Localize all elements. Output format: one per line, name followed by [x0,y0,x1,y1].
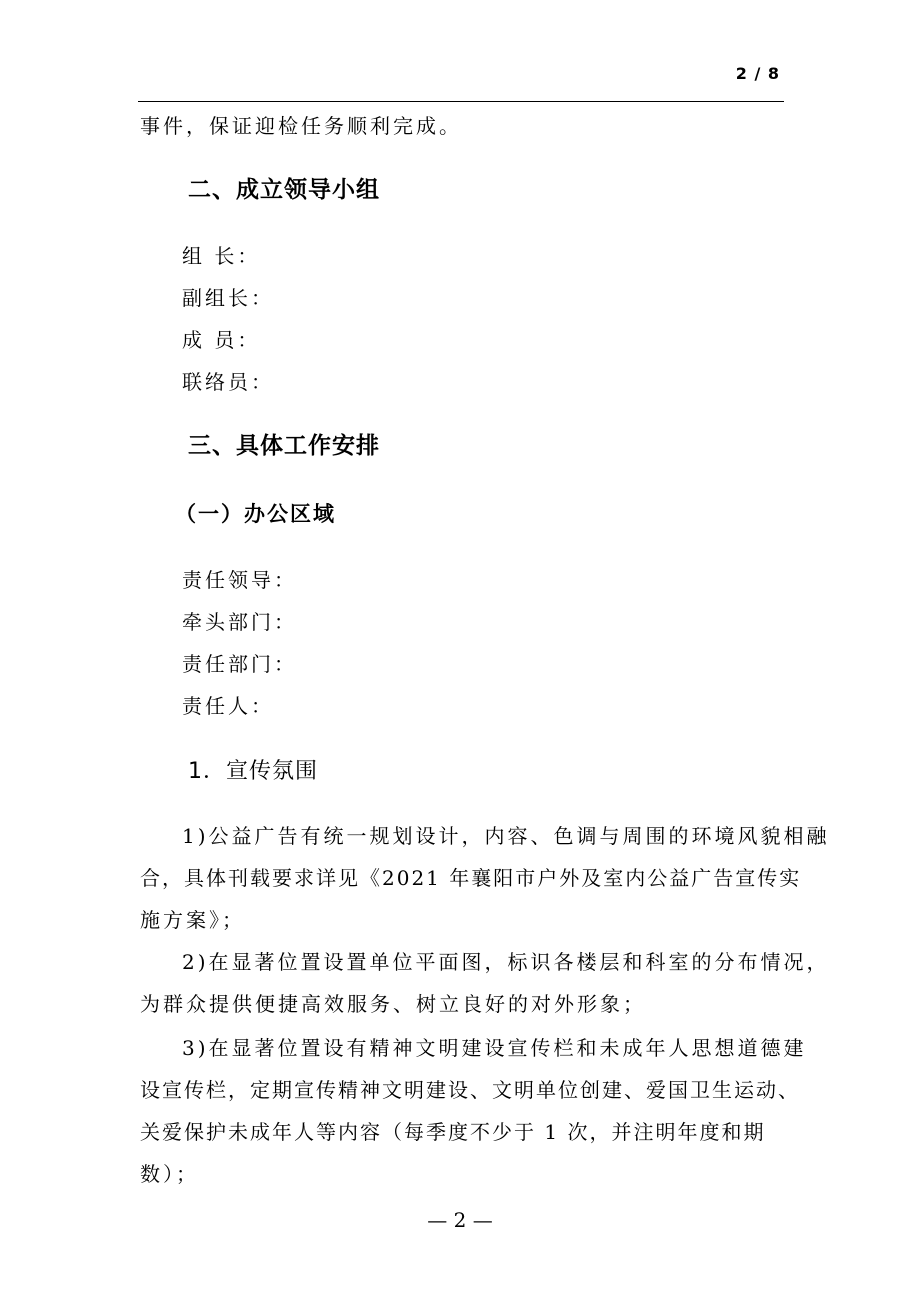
paragraph-line: 数）； [140,1162,199,1186]
page-indicator: 2 / 8 [735,64,780,83]
deputy-label: 副组长： [182,286,274,310]
paragraph-line: 2)在显著位置设置单位平面图，标识各楼层和科室的分布情况， [182,950,830,974]
paragraph-line: 3)在显著位置设有精神文明建设宣传栏和未成年人思想道德建 [182,1036,807,1060]
paragraph-line: 施方案》； [140,908,245,932]
resp-dept-label: 责任部门： [182,652,297,676]
leader-label: 组 长： [182,244,261,268]
paragraph-line: 设宣传栏，定期宣传精神文明建设、文明单位创建、爱国卫生运动、 [140,1078,800,1102]
liaison-label: 联络员： [182,370,274,394]
paragraph-line: 合，具体刊载要求详见《2021 年襄阳市户外及室内公益广告宣传实 [140,866,802,890]
members-label: 成 员： [182,328,261,352]
continuation-text: 事件，保证迎检任务顺利完成。 [140,114,462,138]
paragraph-line: 1)公益广告有统一规划设计，内容、色调与周围的环境风貌相融 [182,824,830,848]
lead-dept-label: 牵头部门： [182,610,297,634]
section3-heading: 三、具体工作安排 [188,433,380,459]
subsection1-heading: （一）办公区域 [175,502,336,526]
paragraph-line: 关爱保护未成年人等内容（每季度不少于 1 次，并注明年度和期 [140,1120,766,1144]
resp-leader-label: 责任领导： [182,568,297,592]
page-number-footer: — 2 — [427,1208,493,1232]
resp-person-label: 责任人： [182,694,274,718]
paragraph-line: 为群众提供便捷高效服务、树立良好的对外形象； [140,992,646,1016]
item1-heading: 1．宣传氛围 [188,759,318,784]
header-divider [138,101,784,102]
section2-heading: 二、成立领导小组 [188,177,380,203]
